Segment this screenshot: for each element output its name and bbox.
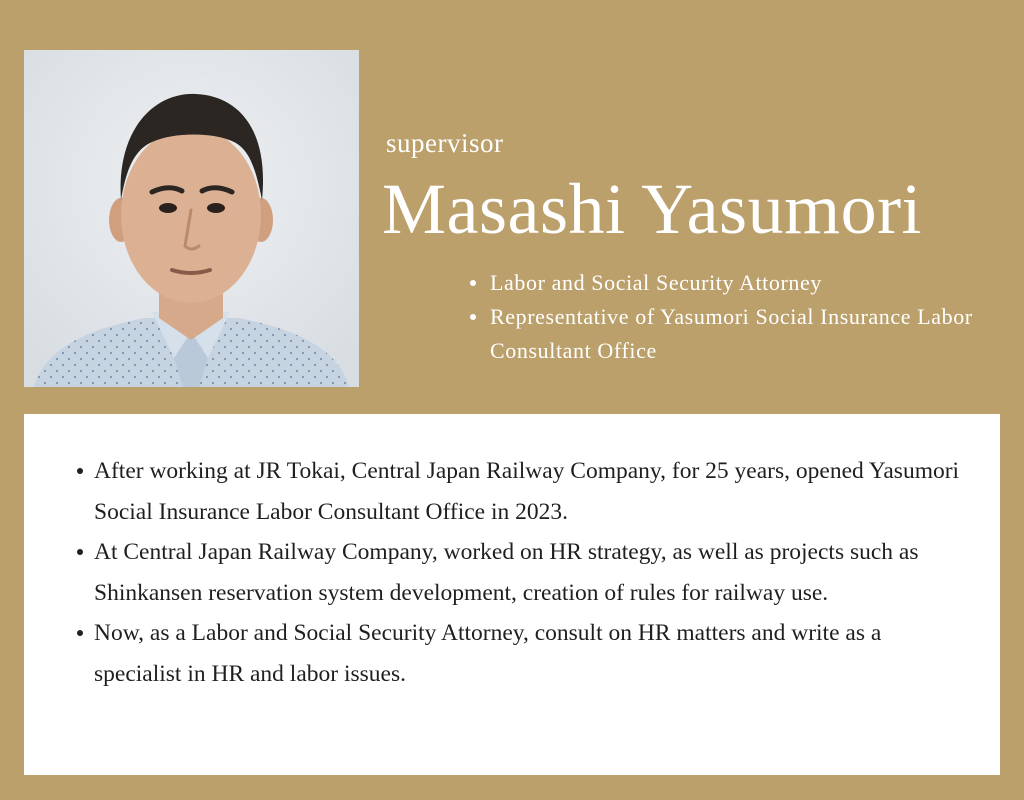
bio-list xyxy=(94,451,974,694)
bio-item: After working at JR Tokai, Central Japan Railway Company, for 25 years, opened Yasumori Social Insurance Labor Consultant Office in 2023. xyxy=(94,451,974,532)
bio-item: At Central Japan Railway Company, worked on HR strategy, as well as projects such as Shinkansen reservation system development, creation of rules for railway use. xyxy=(94,532,974,613)
role-label: supervisor xyxy=(386,128,504,158)
bio-item: Now, as a Labor and Social Security Attorney, consult on HR matters and write as a specialist in HR and labor issues. xyxy=(94,613,974,694)
portrait-illustration xyxy=(24,50,359,387)
bio-panel xyxy=(24,414,1000,775)
title-item: Labor and Social Security Attorney xyxy=(490,266,1024,300)
portrait-photo xyxy=(24,50,359,387)
title-item: Representative of Yasumori Social Insurance Labor Consultant Office xyxy=(490,300,1024,368)
titles-list xyxy=(466,266,1024,368)
person-name: Masashi Yasumori xyxy=(382,169,923,249)
